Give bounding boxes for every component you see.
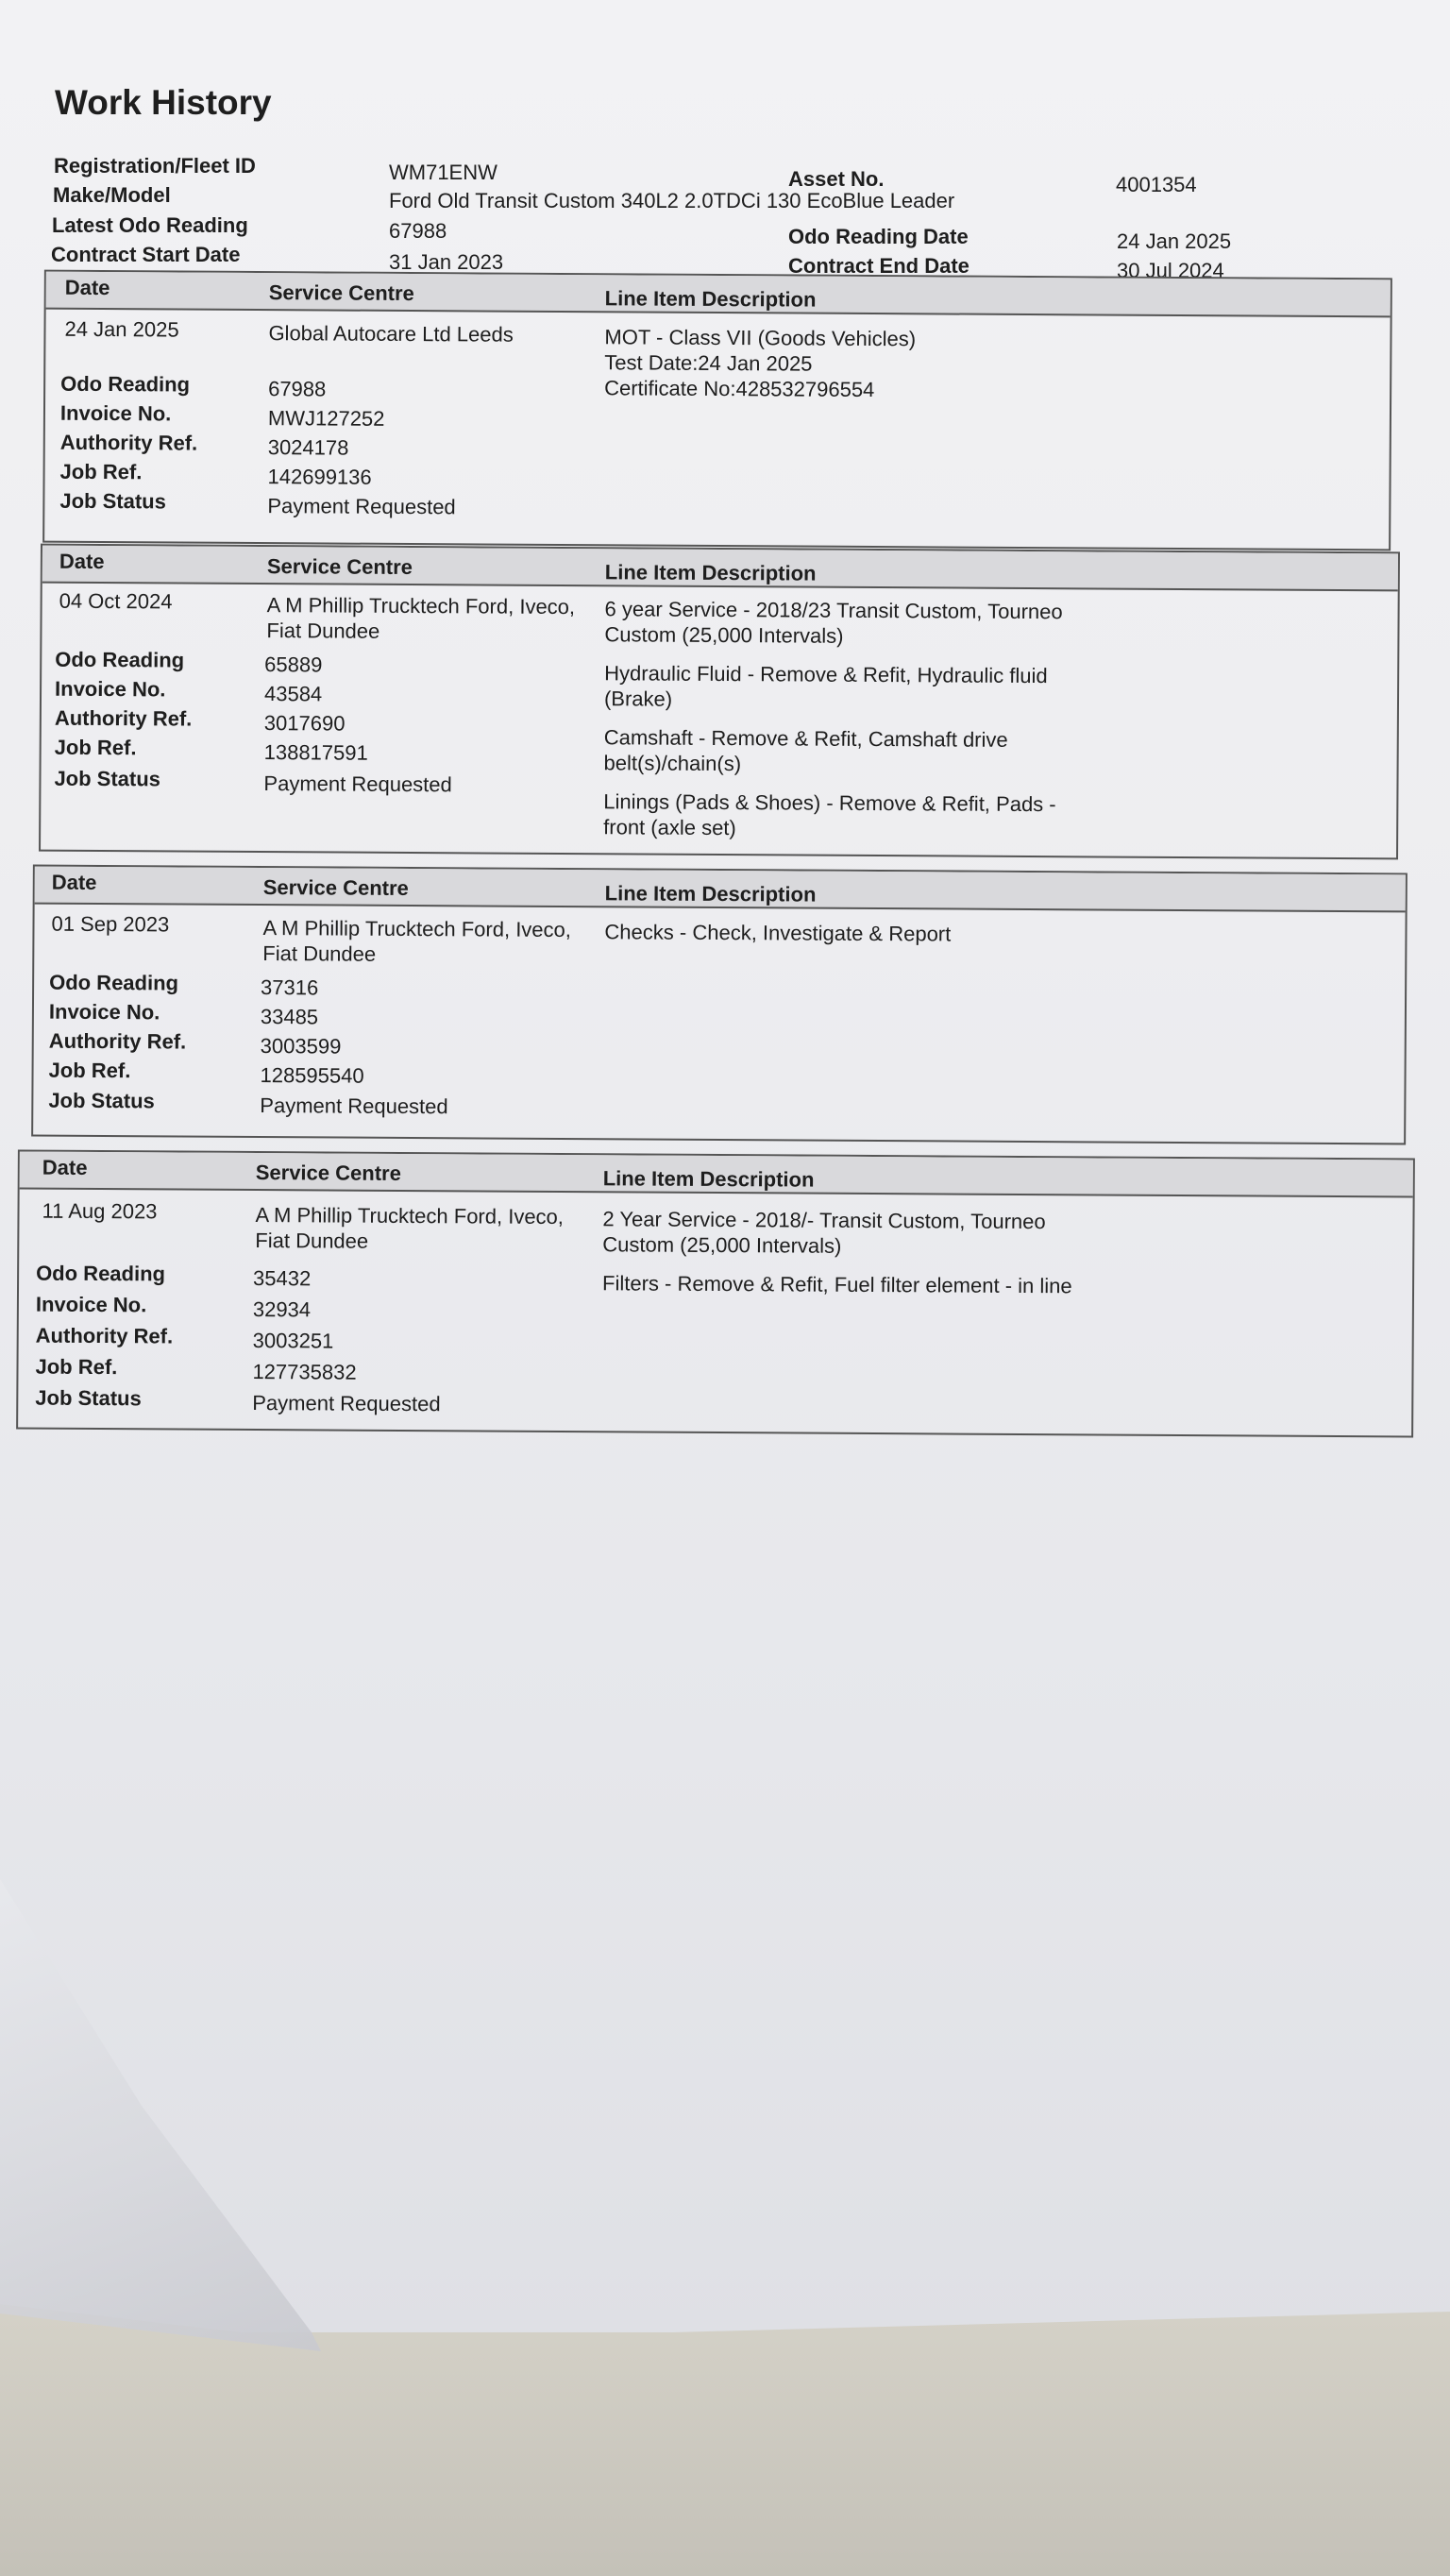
service-centre-column-header: Service Centre (262, 875, 409, 900)
job-status-label: Job Status (54, 766, 161, 791)
odo-date-value: 24 Jan 2025 (1117, 229, 1232, 253)
make-model-label: Make/Model (53, 183, 171, 207)
work-record (31, 865, 1408, 1145)
line-item-list (604, 919, 1152, 961)
job-status-value: Payment Requested (267, 494, 456, 519)
date-column-header: Date (51, 870, 97, 894)
job-status-value: Payment Requested (263, 771, 452, 797)
authority-value: 3003251 (252, 1329, 334, 1353)
line-item: 2 Year Service - 2018/- Transit Custom, Tourneo Custom (25,000 Intervals) (602, 1207, 1046, 1258)
authority-label: Authority Ref. (54, 705, 193, 731)
line-item: Filters - Remove & Refit, Fuel filter element - in line (601, 1271, 1072, 1298)
line-item: Checks - Check, Investigate & Report (604, 920, 952, 946)
odo-reading-value: 35432 (253, 1266, 312, 1291)
contract-start-value: 31 Jan 2023 (389, 250, 504, 274)
line-item-column-header: Line Item Description (604, 286, 817, 312)
job-ref-value: 138817591 (263, 740, 368, 765)
date-column-header: Date (59, 549, 105, 574)
authority-value: 3024178 (267, 435, 349, 460)
date-column-header: Date (64, 275, 110, 300)
invoice-label: Invoice No. (48, 999, 160, 1025)
line-item: Linings (Pads & Shoes) - Remove & Refit, Pads - front (axle set) (603, 789, 1056, 840)
invoice-value: 32934 (252, 1297, 312, 1322)
authority-label: Authority Ref. (59, 430, 198, 455)
job-ref-value: 128595540 (260, 1063, 364, 1088)
invoice-value: 33485 (260, 1005, 319, 1029)
job-status-label: Job Status (35, 1385, 142, 1411)
contract-start-label: Contract Start Date (51, 243, 241, 266)
line-item-list (602, 1206, 1151, 1313)
job-ref-label: Job Ref. (48, 1058, 131, 1083)
authority-label: Authority Ref. (35, 1323, 174, 1348)
job-ref-value: 127735832 (252, 1360, 357, 1384)
odo-date-label: Odo Reading Date (788, 225, 969, 248)
job-status-value: Payment Requested (252, 1391, 441, 1416)
invoice-label: Invoice No. (35, 1292, 147, 1317)
odo-reading-label: Odo Reading (36, 1261, 166, 1286)
odo-reading-label: Odo Reading (60, 371, 191, 397)
work-record (39, 544, 1400, 860)
record-service-centre: A M Phillip Trucktech Ford, Iveco, Fiat Dundee (255, 1203, 565, 1253)
record-service-centre: A M Phillip Trucktech Ford, Iveco, Fiat Dundee (266, 593, 576, 643)
line-item-list (603, 596, 1153, 856)
line-item-list (604, 324, 1153, 417)
record-date: 04 Oct 2024 (59, 588, 173, 614)
line-item: 6 year Service - 2018/23 Transit Custom, Tourneo Custom (25,000 Intervals) (604, 597, 1063, 648)
authority-label: Authority Ref. (48, 1028, 187, 1054)
line-item-column-header: Line Item Description (602, 1166, 815, 1192)
work-record (16, 1149, 1415, 1437)
job-status-label: Job Status (59, 488, 166, 514)
service-centre-column-header: Service Centre (255, 1161, 401, 1185)
odo-label: Latest Odo Reading (52, 213, 248, 237)
contract-end-value: 30 Jul 2024 (1117, 259, 1224, 282)
odo-reading-label: Odo Reading (55, 647, 185, 672)
service-centre-column-header: Service Centre (266, 554, 413, 580)
record-date: 01 Sep 2023 (51, 911, 170, 937)
line-item-column-header: Line Item Description (604, 560, 817, 585)
line-item: MOT - Class VII (Goods Vehicles) Test Date:24 Jan 2025 Certificate No:428532796554 (604, 325, 917, 402)
line-item-column-header: Line Item Description (604, 881, 817, 907)
line-item: Hydraulic Fluid - Remove & Refit, Hydraulic fluid (Brake) (603, 661, 1048, 711)
registration-label: Registration/Fleet ID (54, 154, 256, 178)
odo-reading-label: Odo Reading (49, 970, 179, 995)
job-status-value: Payment Requested (260, 1093, 448, 1119)
asset-value: 4001354 (1116, 173, 1197, 196)
job-ref-label: Job Ref. (35, 1354, 118, 1380)
job-ref-label: Job Ref. (54, 735, 137, 760)
record-service-centre: A M Phillip Trucktech Ford, Iveco, Fiat Dundee (262, 916, 572, 966)
invoice-label: Invoice No. (59, 400, 172, 426)
service-centre-column-header: Service Centre (268, 280, 414, 306)
contract-end-label: Contract End Date (788, 254, 969, 278)
authority-value: 3017690 (263, 711, 346, 736)
odo-reading-value: 65889 (264, 652, 323, 677)
job-status-label: Job Status (48, 1088, 155, 1113)
registration-value: WM71ENW (389, 161, 497, 184)
invoice-label: Invoice No. (54, 676, 166, 702)
work-record (42, 270, 1392, 551)
odo-reading-value: 67988 (268, 377, 327, 401)
line-item: Camshaft - Remove & Refit, Camshaft drive belt(s)/chain(s) (603, 725, 1008, 776)
record-date: 11 Aug 2023 (42, 1198, 158, 1224)
odo-value: 67988 (389, 219, 447, 243)
job-ref-label: Job Ref. (59, 459, 143, 484)
job-ref-value: 142699136 (267, 465, 372, 489)
page-title: Work History (55, 83, 272, 122)
invoice-value: MWJ127252 (267, 406, 385, 431)
make-model-value: Ford Old Transit Custom 340L2 2.0TDCi 130 EcoBlue Leader (389, 189, 955, 212)
odo-reading-value: 37316 (261, 975, 319, 1000)
record-date: 24 Jan 2025 (64, 316, 179, 342)
asset-label: Asset No. (788, 167, 885, 191)
record-service-centre: Global Autocare Ltd Leeds (268, 321, 514, 347)
authority-value: 3003599 (260, 1034, 342, 1059)
invoice-value: 43584 (263, 682, 323, 706)
date-column-header: Date (42, 1155, 88, 1179)
